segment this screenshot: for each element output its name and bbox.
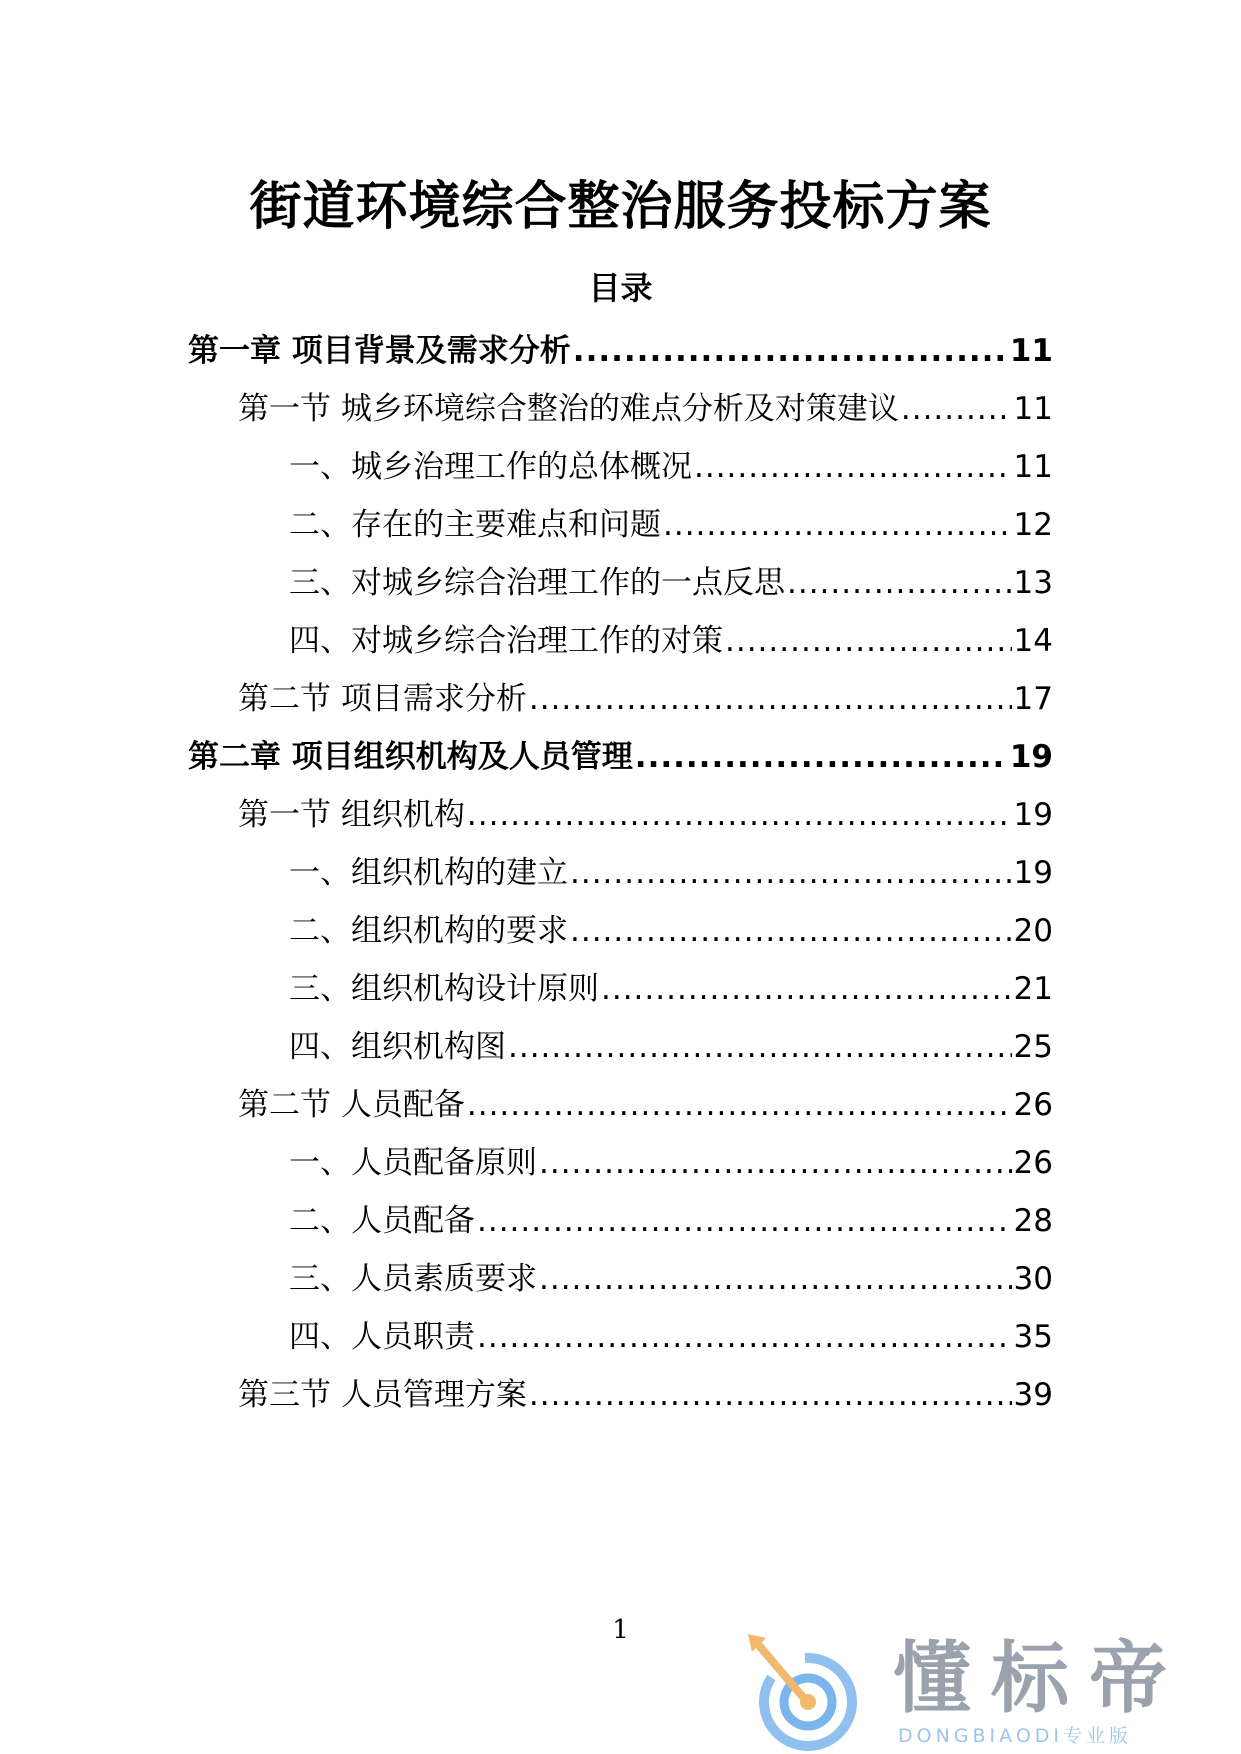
- toc-entry-chapter-1[interactable]: [188, 325, 1053, 377]
- toc-dot-leader: [467, 1079, 1012, 1131]
- watermark-brand: 懂标帝: [893, 1634, 1188, 1724]
- toc-entry-text: 四、对城乡综合治理工作的对策: [289, 623, 723, 659]
- toc-entry-text: 一、城乡治理工作的总体概况: [289, 449, 692, 485]
- toc-entry-section[interactable]: [238, 1369, 1053, 1421]
- toc-entry-subsection[interactable]: [289, 1311, 1053, 1363]
- toc-dot-leader: [901, 383, 1012, 435]
- watermark: [740, 1632, 1240, 1754]
- toc-entry-page: 39: [1013, 1377, 1053, 1413]
- target-arrow-icon: [740, 1632, 870, 1754]
- toc-dot-leader: [573, 325, 1008, 377]
- toc-entry-page: 19: [1009, 739, 1053, 775]
- toc-dot-leader: [529, 1369, 1012, 1421]
- toc-entry-subsection[interactable]: [289, 1137, 1053, 1189]
- toc-entry-subsection[interactable]: [289, 441, 1053, 493]
- watermark-subtitle: DONGBIAODI专业版: [898, 1725, 1133, 1747]
- document-title: 街道环境综合整治服务投标方案: [249, 177, 992, 237]
- toc-entry-text: 三、组织机构设计原则: [289, 971, 599, 1007]
- toc-dot-leader: [477, 1195, 1012, 1247]
- toc-dot-leader: [477, 1311, 1012, 1363]
- toc-entry-subsection[interactable]: [289, 1021, 1053, 1073]
- toc-dot-leader: [725, 615, 1012, 667]
- toc-entry-subsection[interactable]: [289, 1195, 1053, 1247]
- toc-entry-page: 11: [1013, 449, 1053, 485]
- toc-entry-text: 二、组织机构的要求: [289, 913, 568, 949]
- toc-dot-leader: [539, 1253, 1012, 1305]
- toc-dot-leader: [635, 731, 1008, 783]
- toc-entry-subsection[interactable]: [289, 1253, 1053, 1305]
- toc-entry-page: 28: [1013, 1203, 1053, 1239]
- toc-entry-page: 14: [1013, 623, 1053, 659]
- toc-dot-leader: [601, 963, 1012, 1015]
- toc-dot-leader: [539, 1137, 1012, 1189]
- toc-dot-leader: [694, 441, 1012, 493]
- toc-entry-text: 一、人员配备原则: [289, 1145, 537, 1181]
- toc-entry-subsection[interactable]: [289, 847, 1053, 899]
- toc-dot-leader: [787, 557, 1012, 609]
- toc-entry-page: 30: [1013, 1261, 1053, 1297]
- toc-entry-page: 26: [1013, 1087, 1053, 1123]
- toc-entry-page: 21: [1013, 971, 1053, 1007]
- toc-entry-page: 19: [1013, 855, 1053, 891]
- toc-dot-leader: [529, 673, 1012, 725]
- toc-entry-subsection[interactable]: [289, 557, 1053, 609]
- toc-entry-page: 17: [1013, 681, 1053, 717]
- toc-entry-text: 第二节 人员配备: [238, 1087, 465, 1123]
- toc-entry-text: 四、人员职责: [289, 1319, 475, 1355]
- page-number: 1: [612, 1615, 629, 1645]
- toc-entry-page: 25: [1013, 1029, 1053, 1065]
- toc-dot-leader: [663, 499, 1012, 551]
- toc-entry-section[interactable]: [238, 1079, 1053, 1131]
- toc-entry-subsection[interactable]: [289, 499, 1053, 551]
- toc-entry-text: 三、人员素质要求: [289, 1261, 537, 1297]
- toc-entry-page: 12: [1013, 507, 1053, 543]
- toc-entry-text: 第二章 项目组织机构及人员管理: [188, 739, 633, 775]
- toc-dot-leader: [570, 847, 1012, 899]
- toc-entry-page: 19: [1013, 797, 1053, 833]
- toc-entry-section[interactable]: [238, 673, 1053, 725]
- toc-entry-page: 35: [1013, 1319, 1053, 1355]
- toc-entry-page: 11: [1009, 333, 1053, 369]
- toc-dot-leader: [508, 1021, 1012, 1073]
- toc-entry-text: 四、组织机构图: [289, 1029, 506, 1065]
- toc-entry-text: 第一章 项目背景及需求分析: [188, 333, 571, 369]
- toc-entry-chapter-2[interactable]: [188, 731, 1053, 783]
- toc-entry-page: 13: [1013, 565, 1053, 601]
- toc-dot-leader: [570, 905, 1012, 957]
- toc-entry-text: 第三节 人员管理方案: [238, 1377, 527, 1413]
- toc-entry-section[interactable]: [238, 789, 1053, 841]
- toc-entry-text: 第一节 组织机构: [238, 797, 465, 833]
- toc-entry-text: 第一节 城乡环境综合整治的难点分析及对策建议: [238, 391, 899, 427]
- toc-entry-section[interactable]: [238, 383, 1053, 435]
- toc-entry-text: 第二节 项目需求分析: [238, 681, 527, 717]
- toc-entry-subsection[interactable]: [289, 905, 1053, 957]
- toc-entry-text: 一、组织机构的建立: [289, 855, 568, 891]
- toc-heading: 目录: [588, 269, 653, 307]
- toc-dot-leader: [467, 789, 1012, 841]
- toc-entry-text: 二、存在的主要难点和问题: [289, 507, 661, 543]
- toc-entry-subsection[interactable]: [289, 615, 1053, 667]
- toc-entry-page: 11: [1013, 391, 1053, 427]
- toc-entry-subsection[interactable]: [289, 963, 1053, 1015]
- toc-entry-text: 二、人员配备: [289, 1203, 475, 1239]
- toc-entry-page: 26: [1013, 1145, 1053, 1181]
- toc-entry-text: 三、对城乡综合治理工作的一点反思: [289, 565, 785, 601]
- toc-entry-page: 20: [1013, 913, 1053, 949]
